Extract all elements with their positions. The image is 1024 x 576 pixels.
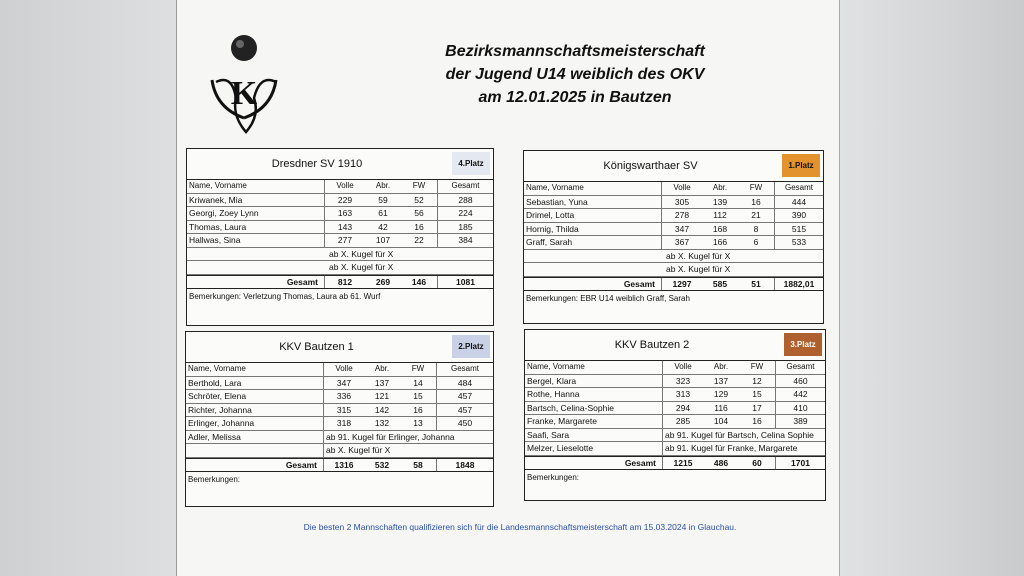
substitute-name: [186, 444, 324, 457]
column-header-row: [187, 180, 493, 194]
player-row: [186, 417, 493, 431]
column-header-abr: Abr.: [713, 362, 729, 371]
player-abr: 112: [713, 210, 727, 220]
player-name: Bartsch, Celina-Sophie: [525, 402, 663, 415]
column-header-fw: FW: [749, 183, 763, 192]
player-fw: 16: [413, 404, 423, 415]
player-gesamt: 484: [436, 377, 493, 390]
column-header-name: Name, Vorname: [525, 361, 663, 374]
team-name: Königswarthaer SV: [603, 160, 698, 172]
substitute-note-row: ab X. Kugel für X: [524, 263, 823, 277]
total-volle: 812: [337, 276, 353, 287]
player-name: Erlinger, Johanna: [186, 417, 324, 430]
player-gesamt: 224: [437, 207, 493, 220]
total-row: [525, 456, 825, 471]
substitute-name: Saafi, Sara: [525, 429, 663, 442]
substitute-row: [525, 429, 825, 443]
player-fw: 13: [413, 418, 423, 428]
column-header-gesamt: Gesamt: [436, 363, 493, 376]
team-name: KKV Bautzen 2: [614, 339, 690, 351]
column-header-volle: Volle: [674, 362, 692, 371]
player-volle: 229: [337, 194, 353, 205]
player-row: [186, 404, 493, 418]
player-name: Rothe, Hanna: [525, 388, 663, 401]
column-header-gesamt: Gesamt: [437, 180, 493, 193]
player-volle: 143: [337, 221, 353, 232]
player-abr: 107: [375, 235, 391, 245]
substitute-note: ab 91. Kugel für Franke, Margarete: [665, 443, 798, 453]
player-volle: 367: [674, 237, 690, 247]
column-header-gesamt: Gesamt: [775, 361, 825, 374]
team-table: [186, 148, 494, 326]
player-volle: 336: [336, 391, 352, 401]
total-fw: 60: [752, 457, 762, 468]
total-row: [187, 275, 493, 290]
player-abr: 61: [378, 208, 388, 218]
player-volle: 347: [674, 223, 690, 234]
player-row: [525, 375, 825, 389]
column-header-abr: Abr.: [712, 183, 728, 192]
player-abr: 104: [713, 416, 729, 426]
player-volle: 277: [337, 235, 353, 245]
total-gesamt: 1081: [437, 276, 493, 289]
substitute-note-row: ab X. Kugel für X: [187, 248, 493, 262]
player-volle: 305: [674, 196, 690, 207]
player-gesamt: 533: [774, 236, 823, 249]
player-abr: 42: [378, 221, 388, 232]
player-abr: 116: [714, 402, 728, 413]
team-header: [525, 330, 825, 361]
total-fw: 146: [411, 276, 427, 287]
place-badge: 4.Platz: [452, 152, 490, 175]
team-name: KKV Bautzen 1: [279, 341, 354, 353]
team-table: [523, 150, 824, 324]
player-row: [187, 207, 493, 221]
substitute-note: ab 91. Kugel für Erlinger, Johanna: [326, 431, 455, 442]
player-abr: 132: [374, 418, 390, 428]
player-fw: 15: [413, 391, 423, 401]
qualification-note: Die besten 2 Mannschaften qualifizieren sich für die Landesmannschaftsmeisterschaft am 15.03.2024 in Glauchau.: [303, 522, 737, 532]
player-fw: 16: [414, 221, 424, 232]
player-row: [187, 221, 493, 235]
team-header: [186, 332, 493, 363]
place-badge: 2.Platz: [452, 335, 490, 358]
player-gesamt: 444: [774, 196, 823, 209]
player-volle: 294: [675, 402, 691, 413]
player-gesamt: 288: [437, 194, 493, 207]
total-row: [186, 458, 493, 473]
player-volle: 163: [337, 208, 353, 218]
player-abr: 137: [374, 377, 390, 388]
player-name: Georgi, Zoey Lynn: [187, 207, 325, 220]
player-name: Kriwanek, Mia: [187, 194, 325, 207]
player-volle: 285: [675, 416, 691, 426]
remarks: Bemerkungen: EBR U14 weiblich Graff, Sarah: [526, 294, 690, 303]
player-abr: 168: [712, 223, 728, 234]
title-line-1: Bezirksmannschaftsmeisterschaft: [445, 43, 705, 60]
player-fw: 22: [414, 235, 424, 245]
player-volle: 313: [675, 389, 691, 399]
substitute-name: Adler, Melissa: [186, 431, 324, 444]
column-header-name: Name, Vorname: [187, 180, 325, 193]
player-gesamt: 457: [436, 390, 493, 403]
player-row: [524, 196, 823, 210]
player-row: [186, 377, 493, 391]
column-header-fw: FW: [412, 181, 426, 190]
player-fw: 15: [752, 389, 762, 399]
player-name: Thomas, Laura: [187, 221, 325, 234]
team-table: [524, 329, 826, 501]
total-abr: 532: [374, 459, 390, 470]
team-header: [524, 151, 823, 182]
column-header-gesamt: Gesamt: [774, 182, 823, 195]
player-name: Richter, Johanna: [186, 404, 324, 417]
player-gesamt: 410: [775, 402, 825, 415]
player-abr: 121: [374, 391, 390, 401]
player-gesamt: 457: [436, 404, 493, 417]
player-gesamt: 185: [437, 221, 493, 234]
substitute-row: [525, 442, 825, 456]
player-fw: 17: [752, 402, 762, 413]
total-volle: 1215: [673, 457, 693, 468]
substitute-name: Melzer, Lieselotte: [525, 442, 663, 455]
remarks: Bemerkungen: Verletzung Thomas, Laura ab 61. Wurf: [189, 292, 381, 301]
place-badge: 1.Platz: [782, 154, 820, 177]
total-label: Gesamt: [187, 276, 325, 289]
player-fw: 16: [751, 196, 761, 207]
total-fw: 58: [413, 459, 423, 470]
column-header-row: [525, 361, 825, 375]
substitute-note-row: ab X. Kugel für X: [524, 250, 823, 264]
player-row: [525, 402, 825, 416]
player-name: Graff, Sarah: [524, 236, 662, 249]
column-header-volle: Volle: [336, 181, 354, 190]
title-line-3: am 12.01.2025 in Bautzen: [478, 89, 672, 106]
player-abr: 142: [374, 404, 390, 415]
player-volle: 347: [336, 377, 352, 388]
column-header-name: Name, Vorname: [186, 363, 324, 376]
player-name: Bergel, Klara: [525, 375, 663, 388]
column-header-abr: Abr.: [375, 181, 391, 190]
player-volle: 278: [674, 210, 690, 220]
substitute-note: ab X. Kugel für X: [326, 445, 391, 455]
player-row: [187, 194, 493, 208]
player-abr: 166: [712, 237, 728, 247]
player-fw: 56: [414, 208, 424, 218]
remarks: Bemerkungen:: [188, 475, 241, 484]
total-gesamt: 1882,01: [774, 278, 823, 291]
player-row: [187, 234, 493, 248]
player-row: [525, 415, 825, 429]
player-fw: 6: [753, 237, 759, 247]
total-gesamt: 1848: [436, 459, 493, 472]
substitute-row: [186, 444, 493, 458]
player-volle: 318: [336, 418, 352, 428]
total-label: Gesamt: [186, 459, 324, 472]
background-left: [0, 0, 178, 576]
player-name: Franke, Margarete: [525, 415, 663, 428]
total-volle: 1297: [672, 278, 692, 289]
player-fw: 52: [414, 194, 424, 205]
player-row: [524, 223, 823, 237]
total-gesamt: 1701: [775, 457, 825, 470]
title-line-2: der Jugend U14 weiblich des OKV: [445, 66, 705, 83]
place-badge: 3.Platz: [784, 333, 822, 356]
column-header-row: [186, 363, 493, 377]
total-label: Gesamt: [524, 278, 662, 291]
background-right: [838, 0, 1024, 576]
player-name: Hornig, Thilda: [524, 223, 662, 236]
player-name: Drimel, Lotta: [524, 209, 662, 222]
player-gesamt: 389: [775, 415, 825, 428]
total-abr: 269: [375, 276, 391, 287]
logo-letter: K: [230, 75, 258, 112]
team-table: [185, 331, 494, 507]
substitute-note: ab 91. Kugel für Bartsch, Celina Sophie: [665, 429, 814, 440]
total-fw: 51: [751, 278, 761, 289]
player-name: Sebastian, Yuna: [524, 196, 662, 209]
player-gesamt: 384: [437, 234, 493, 247]
team-header: [187, 149, 493, 180]
player-abr: 129: [713, 389, 729, 399]
team-name: Dresdner SV 1910: [271, 158, 363, 170]
player-row: [186, 390, 493, 404]
total-label: Gesamt: [525, 457, 663, 470]
player-fw: 8: [753, 223, 759, 234]
player-row: [524, 209, 823, 223]
column-header-volle: Volle: [673, 183, 691, 192]
column-header-fw: FW: [411, 364, 425, 373]
player-row: [525, 388, 825, 402]
player-name: Berthold, Lara: [186, 377, 324, 390]
total-abr: 486: [713, 457, 729, 468]
player-abr: 59: [378, 194, 388, 205]
player-row: [524, 236, 823, 250]
club-logo: [206, 34, 290, 142]
player-name: Schröter, Elena: [186, 390, 324, 403]
player-abr: 137: [713, 375, 729, 386]
player-name: Hallwas, Sina: [187, 234, 325, 247]
player-fw: 12: [752, 375, 762, 386]
player-fw: 16: [752, 416, 762, 426]
remarks: Bemerkungen:: [527, 473, 580, 482]
player-gesamt: 390: [774, 209, 823, 222]
column-header-fw: FW: [750, 362, 764, 371]
column-header-name: Name, Vorname: [524, 182, 662, 195]
column-header-row: [524, 182, 823, 196]
player-gesamt: 450: [436, 417, 493, 430]
player-fw: 14: [413, 377, 423, 388]
total-row: [524, 277, 823, 292]
substitute-note-row: ab X. Kugel für X: [187, 261, 493, 275]
player-fw: 21: [751, 210, 761, 220]
total-abr: 585: [712, 278, 728, 289]
player-volle: 315: [336, 404, 352, 415]
column-header-volle: Volle: [335, 364, 353, 373]
player-gesamt: 442: [775, 388, 825, 401]
total-volle: 1316: [334, 459, 354, 470]
player-gesamt: 515: [774, 223, 823, 236]
player-abr: 139: [712, 196, 728, 207]
player-volle: 323: [675, 375, 691, 386]
substitute-row: [186, 431, 493, 445]
page-title: [395, 40, 755, 109]
column-header-abr: Abr.: [374, 364, 390, 373]
player-gesamt: 460: [775, 375, 825, 388]
